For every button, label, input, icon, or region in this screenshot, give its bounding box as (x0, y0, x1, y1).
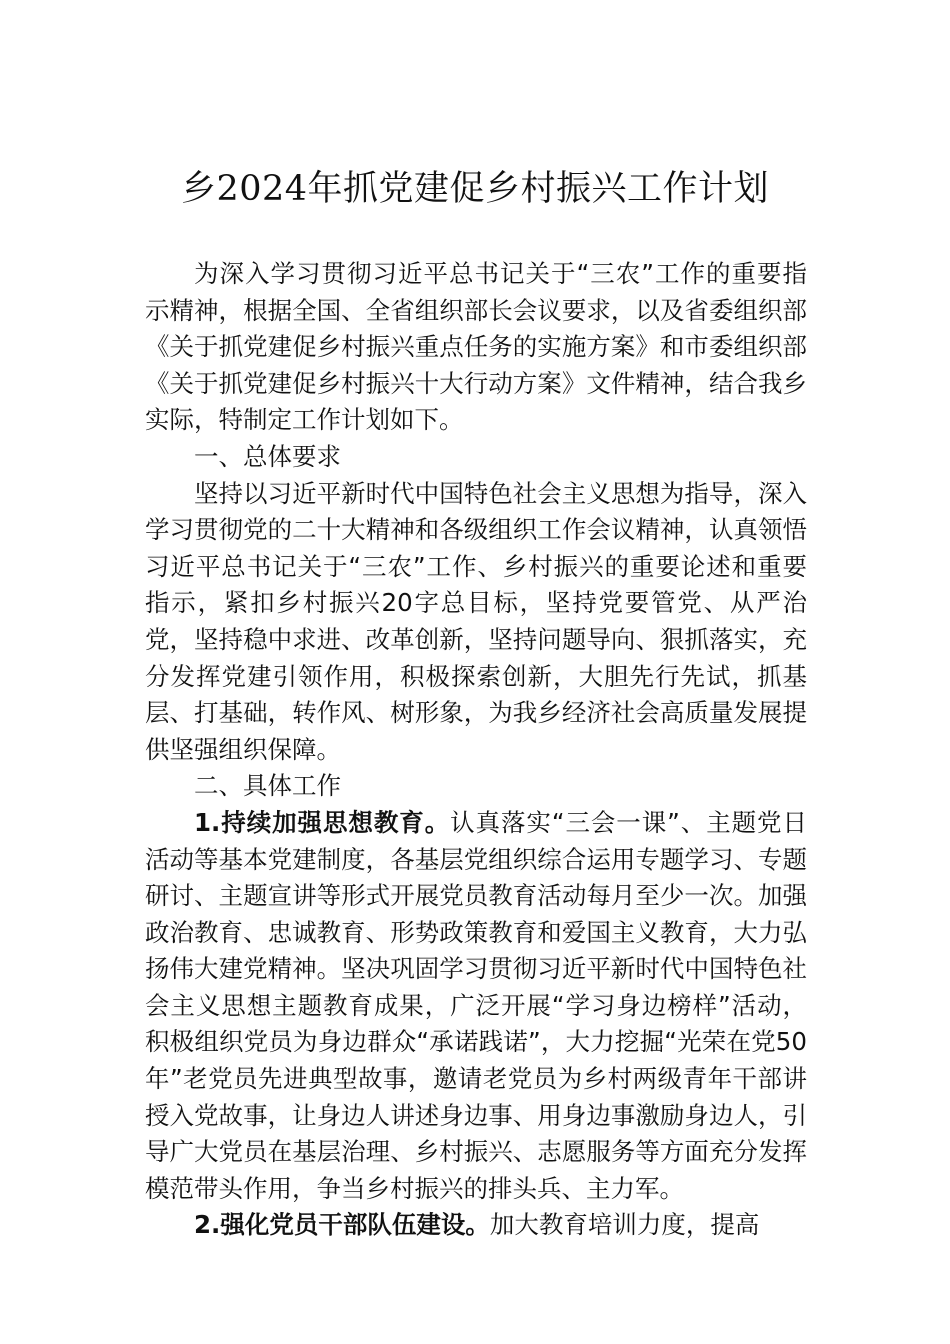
item-1-text: 认真落实“三会一课”、主题党日活动等基本党建制度，各基层党组织综合运用专题学习、专题研讨、主题宣讲等形式开展党员教育活动每月至少一次。加强政治教育、忠诚教育、形势政策教育和爱国主义教育，大力弘扬伟大建党精神。坚决巩固学习贯彻习近平新时代中国特色社会主义思想主题教育成果，广泛开展“学习身边榜样”活动，积极组织党员为身边群众“承诺践诺”，大力挖掘“光荣在党50年”老党员先进典型故事，邀请老党员为乡村两级青年干部讲授入党故事，让身边人讲述身边事、用身边事激励身边人，引导广大党员在基层治理、乡村振兴、志愿服务等方面充分发挥模范带头作用，争当乡村振兴的排头兵、主力军。 (145, 807, 807, 1203)
item-1-paragraph (145, 805, 807, 1208)
document-title: 乡2024年抓党建促乡村振兴工作计划 (180, 169, 770, 209)
item-2-text: 加大教育培训力度，提高 (489, 1210, 760, 1240)
section-heading-specific-work: 二、具体工作 (194, 771, 341, 801)
item-2-paragraph (145, 1207, 807, 1244)
overall-requirements-paragraph: 坚持以习近平新时代中国特色社会主义思想为指导，深入学习贯彻党的二十大精神和各级组织工作会议精神，认真领悟习近平总书记关于“三农”工作、乡村振兴的重要论述和重要指示，紧扣乡村振兴20字总目标，坚持党要管党、从严治党，坚持稳中求进、改革创新，坚持问题导向、狠抓落实，充分发挥党建引领作用，积极探索创新，大胆先行先试，抓基层、打基础，转作风、树形象，为我乡经济社会高质量发展提供坚强组织保障。 (145, 478, 807, 764)
item-2-title: 2.强化党员干部队伍建设。 (194, 1210, 490, 1240)
item-1-title: 1.持续加强思想教育。 (194, 807, 451, 837)
section-heading-overall-requirements: 一、总体要求 (194, 441, 341, 471)
document-body (145, 256, 807, 1244)
intro-paragraph: 为深入学习贯彻习近平总书记关于“三农”工作的重要指示精神，根据全国、全省组织部长会议要求，以及省委组织部《关于抓党建促乡村振兴重点任务的实施方案》和市委组织部《关于抓党建促乡村振兴十大行动方案》文件精神，结合我乡实际，特制定工作计划如下。 (145, 259, 807, 435)
